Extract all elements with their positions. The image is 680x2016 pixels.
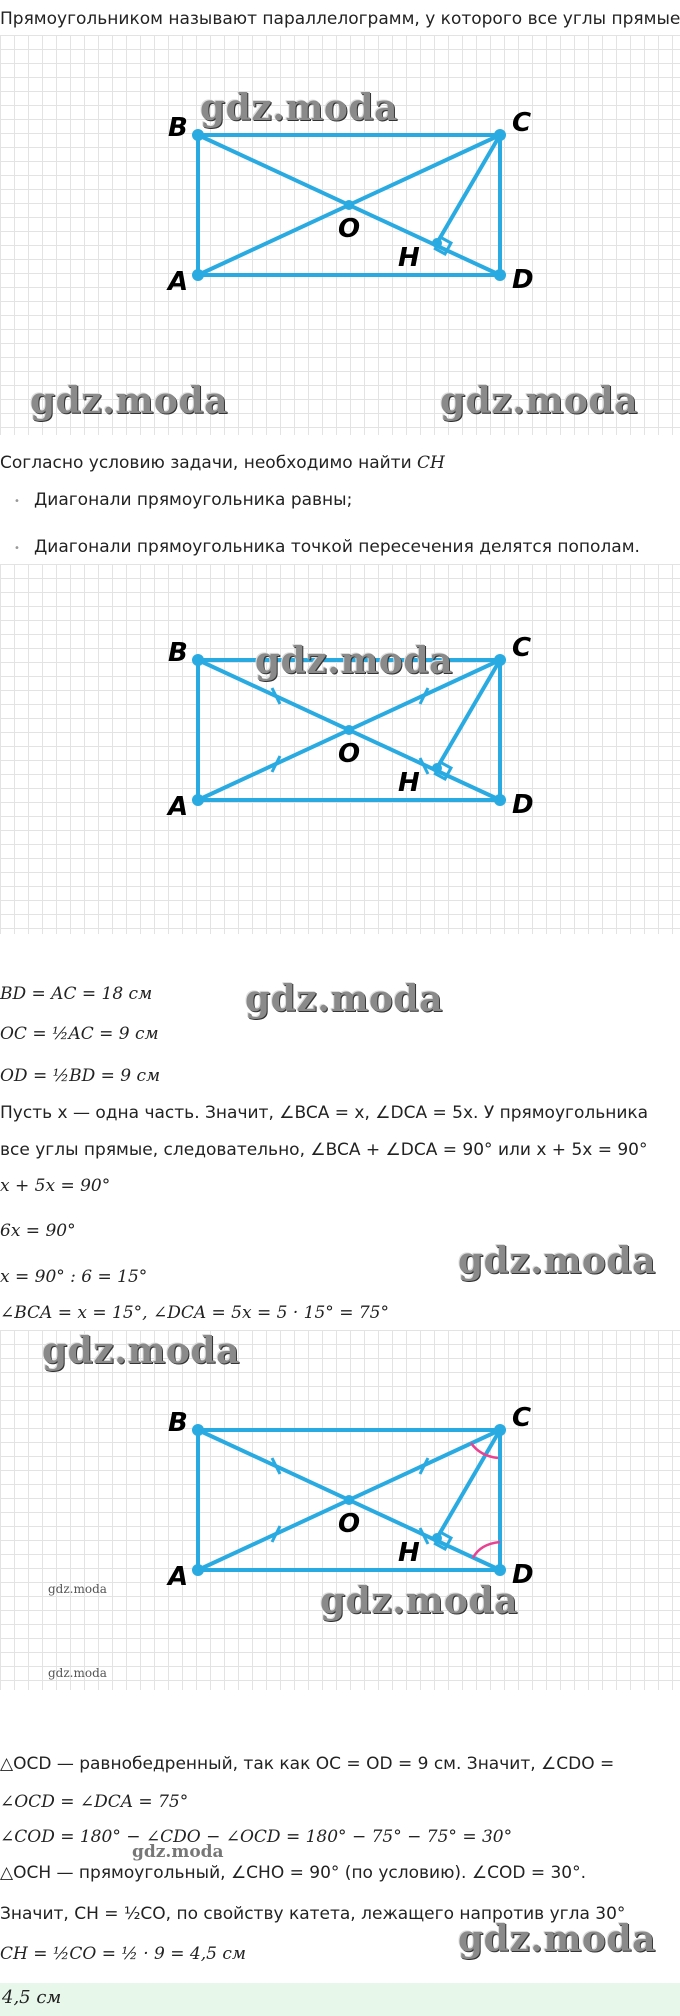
- equation-angles: ∠BCA = x = 15°, ∠DCA = 5x = 5 · 15° = 75°: [0, 1303, 389, 1323]
- equation-x-value: x = 90° : 6 = 15°: [0, 1267, 148, 1287]
- bullet-item: Диагонали прямоугольника точкой пересечения делятся пополам.: [34, 537, 640, 557]
- label-h: H: [398, 1538, 420, 1568]
- find-value: CH: [417, 453, 445, 473]
- find-text: [0, 452, 445, 474]
- paragraph-2-line-1: △OCD — равнобедренный, так как OC = OD = 9 см. Значит, ∠CDO =: [0, 1754, 615, 1774]
- watermark: gdz.moda: [320, 1580, 518, 1622]
- equation-6x: 6x = 90°: [0, 1221, 76, 1241]
- label-h: H: [398, 243, 420, 273]
- paragraph-1-line-1: Пусть x — одна часть. Значит, ∠BCA = x, ∠DCA = 5x. У прямоугольника: [0, 1103, 649, 1123]
- paragraph-2-line-2: ∠OCD = ∠DCA = 75°: [0, 1792, 189, 1812]
- rectangle-figure-3: [0, 1330, 680, 1690]
- paragraph-2-line-5: Значит, CH = ½CO, по свойству катета, лежащего напротив угла 30°: [0, 1904, 626, 1924]
- label-c: C: [512, 633, 532, 663]
- answer-box: [0, 1983, 680, 2016]
- watermark-small: gdz.moda: [48, 1582, 107, 1596]
- label-o: O: [338, 1509, 361, 1539]
- paragraph-2-line-3: ∠COD = 180° − ∠CDO − ∠OCD = 180° − 75° − 75° = 30°: [0, 1827, 513, 1847]
- figure-1-grid: [0, 35, 680, 435]
- label-d: D: [512, 790, 534, 820]
- equation-bd-ac: BD = AC = 18 см: [0, 984, 153, 1004]
- figure-2-grid: [0, 564, 680, 934]
- label-a: A: [168, 267, 189, 297]
- watermark: gdz.moda: [200, 87, 398, 129]
- figure-3-grid: [0, 1330, 680, 1690]
- label-a: A: [168, 1562, 189, 1592]
- label-d: D: [512, 265, 534, 295]
- paragraph-2-line-6: CH = ½CO = ½ · 9 = 4,5 см: [0, 1944, 246, 1964]
- watermark: gdz.moda: [440, 380, 638, 422]
- label-d: D: [512, 1560, 534, 1590]
- label-a: A: [168, 792, 189, 822]
- label-c: C: [512, 108, 532, 138]
- watermark-small: gdz.moda: [132, 1842, 224, 1862]
- label-o: O: [338, 739, 361, 769]
- label-b: B: [168, 113, 188, 143]
- watermark: gdz.moda: [255, 640, 453, 682]
- paragraph-2-line-4: △OCH — прямоугольный, ∠CHO = 90° (по условию). ∠COD = 30°.: [0, 1863, 587, 1883]
- equation-x-sum: x + 5x = 90°: [0, 1176, 111, 1196]
- bullet-item: Диагонали прямоугольника равны;: [34, 490, 353, 510]
- find-prefix: Согласно условию задачи, необходимо найти: [0, 453, 412, 473]
- watermark: gdz.moda: [245, 978, 443, 1020]
- equation-oc: OC = ½AC = 9 см: [0, 1024, 159, 1044]
- label-c: C: [512, 1403, 532, 1433]
- watermark: gdz.moda: [42, 1330, 240, 1372]
- watermark: gdz.moda: [30, 380, 228, 422]
- bullet-icon: •: [14, 496, 20, 507]
- paragraph-1-line-2: все углы прямые, следовательно, ∠BCA + ∠DCA = 90° или x + 5x = 90°: [0, 1140, 648, 1160]
- label-o: O: [338, 214, 361, 244]
- equation-od: OD = ½BD = 9 см: [0, 1066, 161, 1086]
- watermark: gdz.moda: [458, 1918, 656, 1960]
- rectangle-figure-2: [0, 564, 680, 934]
- intro-text: Прямоугольником называют параллелограмм, у которого все углы прямые: [0, 9, 680, 29]
- answer-value: 4,5 см: [2, 1987, 62, 2008]
- watermark: gdz.moda: [458, 1240, 656, 1282]
- label-b: B: [168, 638, 188, 668]
- watermark-small: gdz.moda: [48, 1666, 107, 1680]
- label-b: B: [168, 1408, 188, 1438]
- label-h: H: [398, 768, 420, 798]
- bullet-icon: •: [14, 543, 20, 554]
